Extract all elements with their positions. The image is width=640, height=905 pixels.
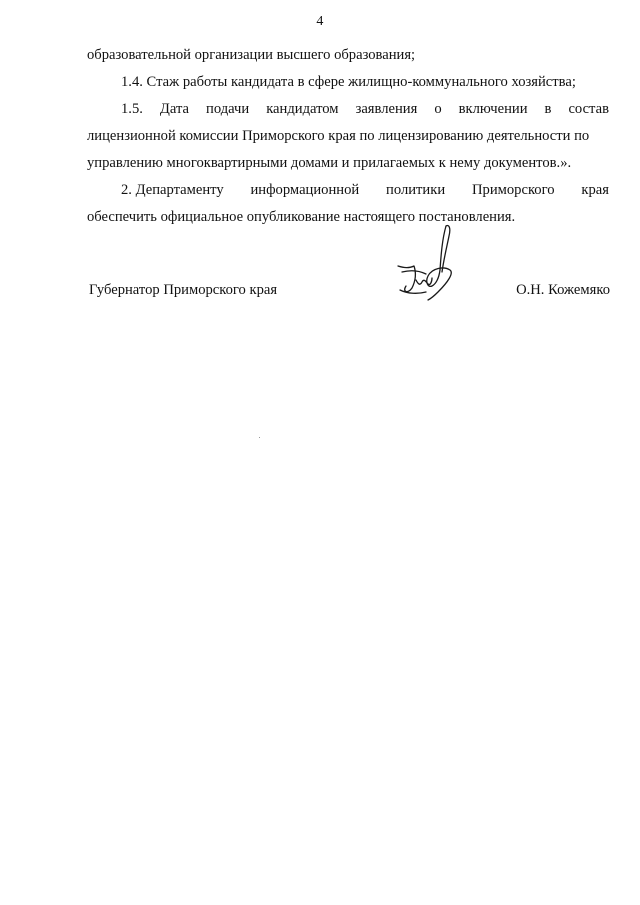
- clause-1-5-word: о: [434, 101, 442, 117]
- clause-1-5-line-1: [87, 96, 609, 123]
- clause-2-line-1: [87, 177, 609, 204]
- clause-2-word: Приморского: [472, 182, 555, 198]
- clause-1-5-word: кандидатом: [266, 101, 339, 117]
- clause-2-word: информационной: [250, 182, 360, 198]
- clause-1-5-word: 1.5.: [121, 101, 143, 117]
- clause-1-5-word: подачи: [206, 101, 250, 117]
- clause-2-word: 2. Департаменту: [121, 182, 224, 198]
- document-body: [87, 42, 609, 231]
- clause-1-5-word: Дата: [159, 101, 189, 117]
- signatory-title: Губернатор Приморского края: [89, 282, 278, 298]
- clause-2-line-2: обеспечить официальное опубликование настоящего постановления.: [87, 209, 516, 225]
- clause-2-word: политики: [386, 182, 446, 198]
- signatory-name: О.Н. Кожемяко: [516, 282, 610, 298]
- clause-2-word: края: [581, 182, 609, 198]
- signature-block: [87, 282, 609, 306]
- paragraph-continuation-line: образовательной организации высшего образования;: [87, 47, 416, 63]
- clause-1-5-word: включении: [458, 101, 528, 117]
- clause-1-5-line-2: лицензионной комиссии Приморского края по лицензированию деятельности по: [87, 128, 590, 144]
- clause-1-5-word: состав: [568, 101, 609, 117]
- clause-1-5-word: заявления: [355, 101, 418, 117]
- clause-1-4: 1.4. Стаж работы кандидата в сфере жилищно-коммунального хозяйства;: [121, 74, 576, 90]
- clause-1-5-line-3: управлению многоквартирными домами и прилагаемых к нему документов.».: [87, 155, 572, 171]
- clause-1-5-word: в: [544, 101, 552, 117]
- page-number: 4: [316, 14, 324, 29]
- scan-speck: [259, 437, 260, 438]
